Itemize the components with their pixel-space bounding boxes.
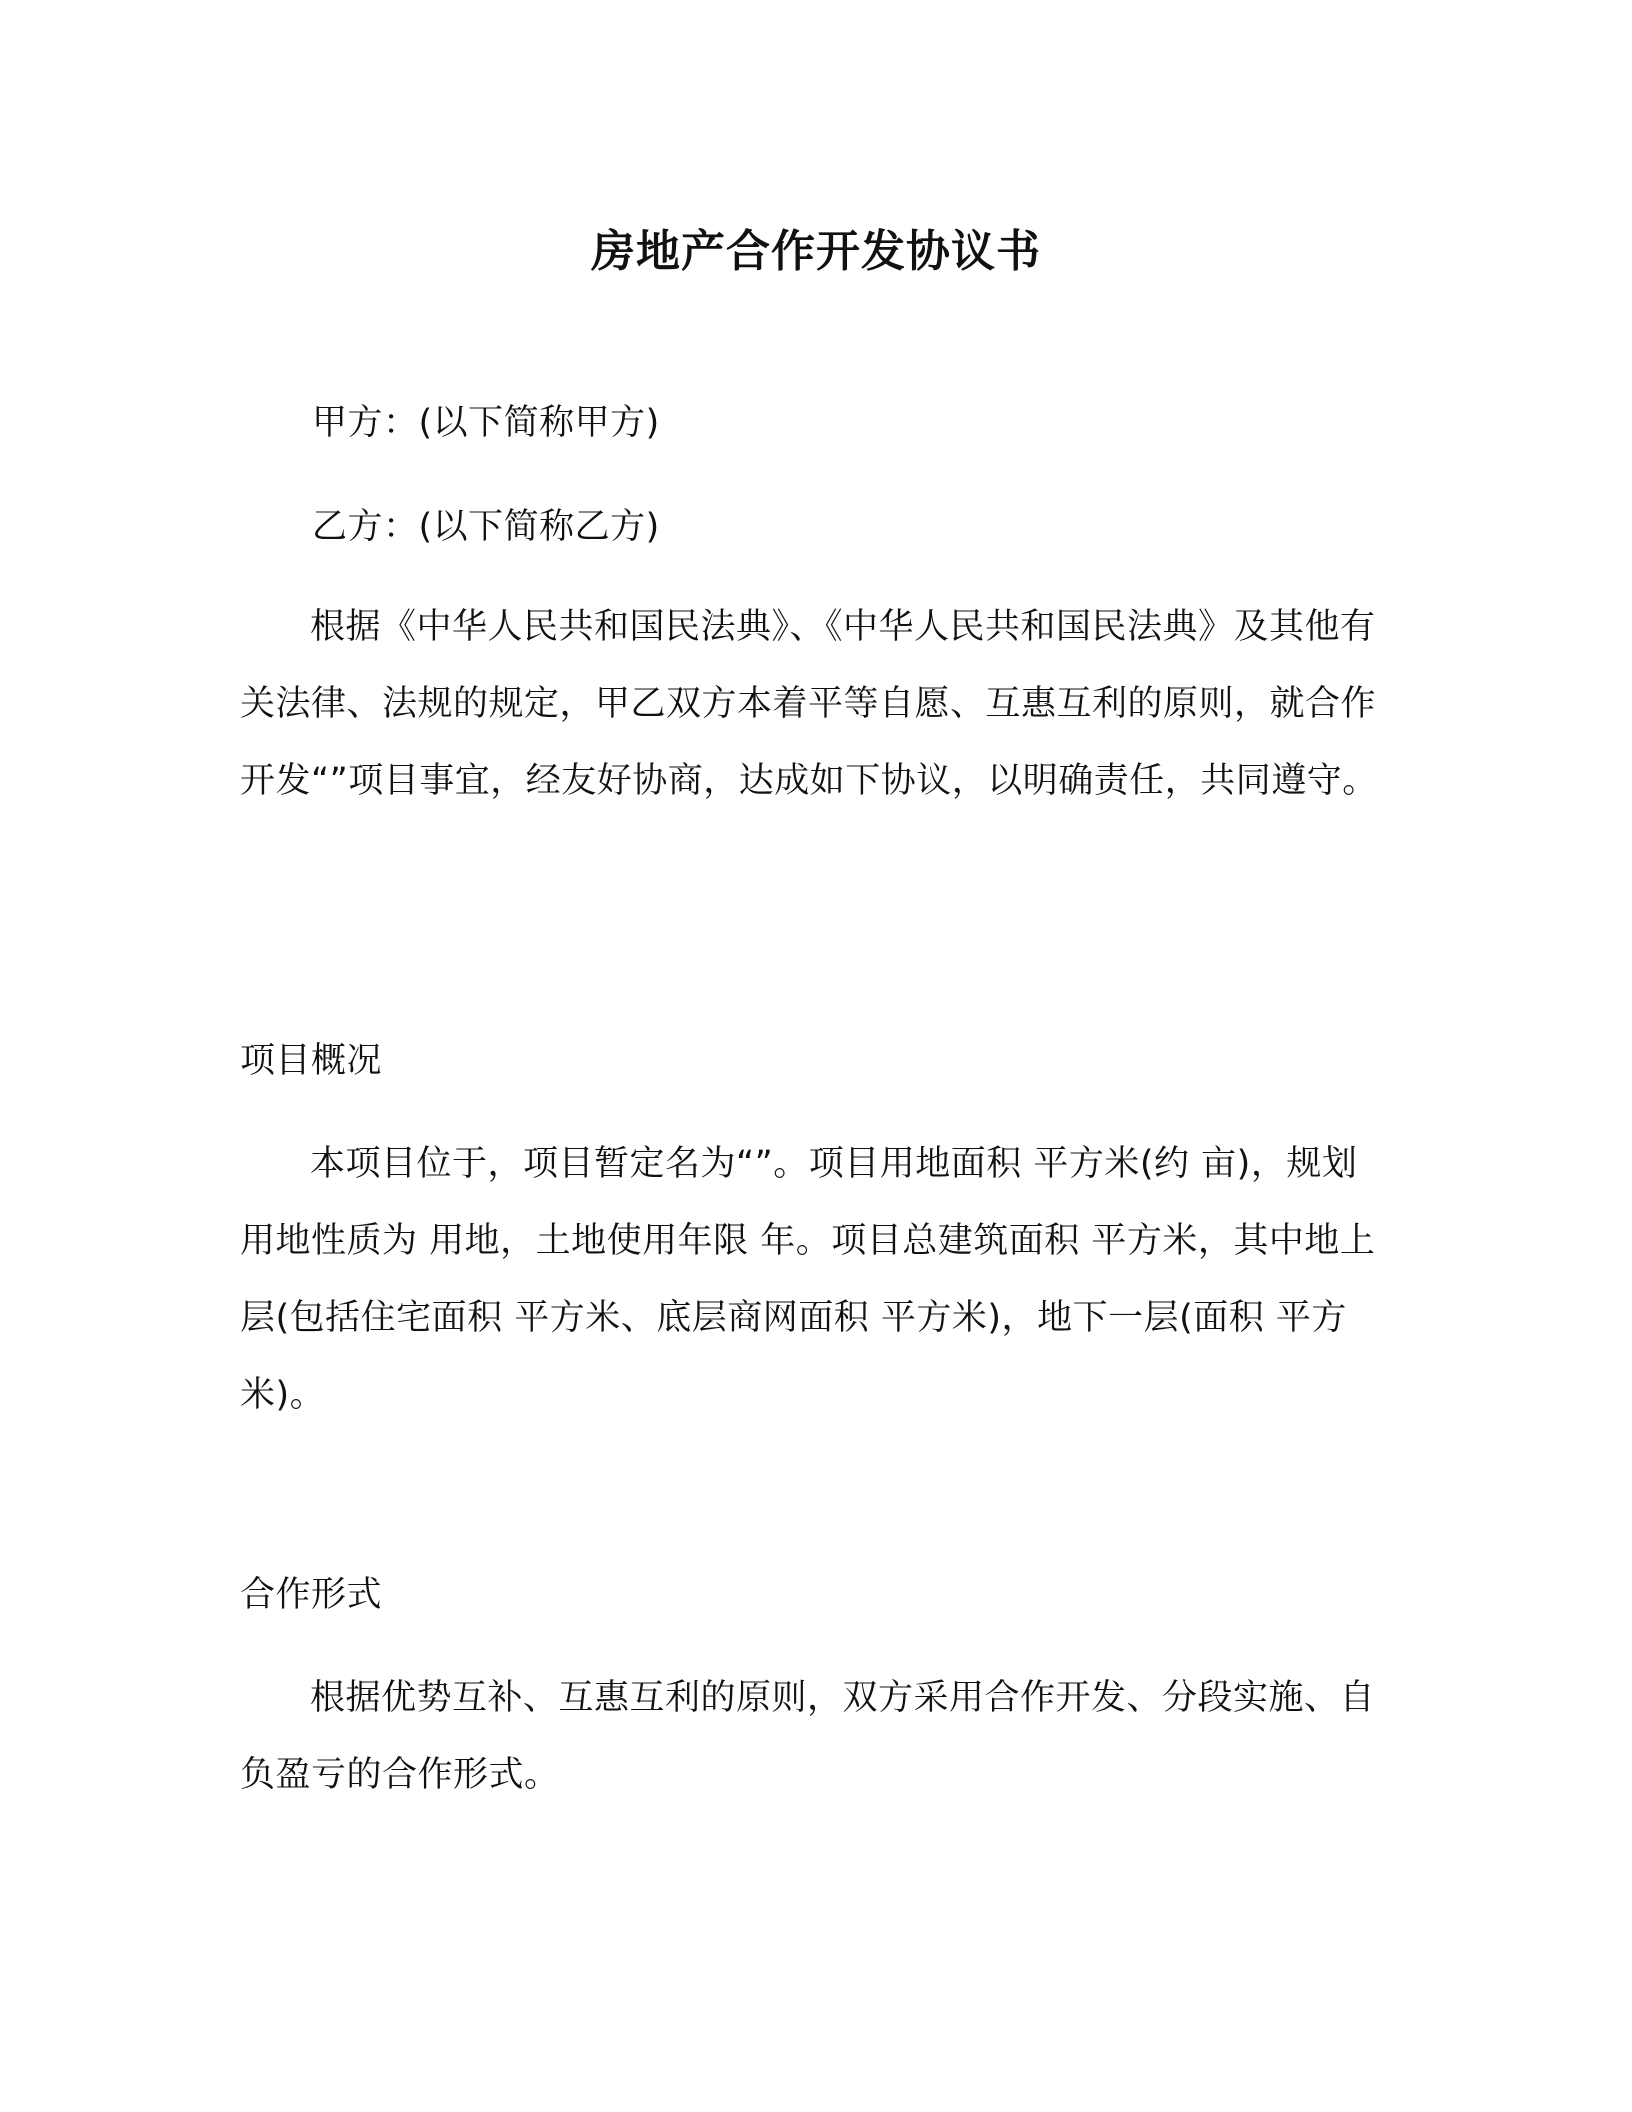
project-overview-block — [240, 1126, 1392, 1434]
document-title: 房地产合作开发协议书 — [591, 226, 1041, 277]
intro-paragraph-block — [240, 589, 1392, 820]
section-heading-cooperation-form: 合作形式 — [240, 1575, 383, 1615]
cooperation-form-paragraph: 根据优势互补、互惠互利的原则，双方采用合作开发、分段实施、自负盈亏的合作形式。 — [240, 1678, 1376, 1795]
party-b-line: 乙方：(以下简称乙方) — [312, 507, 660, 547]
party-a-line: 甲方：(以下简称甲方) — [312, 403, 660, 443]
project-overview-paragraph: 本项目位于，项目暂定名为“”。项目用地面积 平方米(约 亩)，规划用地性质为 用地，土地使用年限 年。项目总建筑面积 平方米，其中地上 层(包括住宅面积 平方米、底层商网面积 平方米)，地下一层(面积 平方米)。 — [240, 1144, 1376, 1415]
intro-paragraph: 根据《中华人民共和国民法典》、《中华人民共和国民法典》及其他有关法律、法规的规定，甲乙双方本着平等自愿、互惠互利的原则，就合作开发“”项目事宜，经友好协商，达成如下协议，以明确责任，共同遵守。 — [240, 607, 1378, 801]
cooperation-form-block — [240, 1660, 1392, 1814]
section-heading-project-overview: 项目概况 — [240, 1041, 383, 1081]
